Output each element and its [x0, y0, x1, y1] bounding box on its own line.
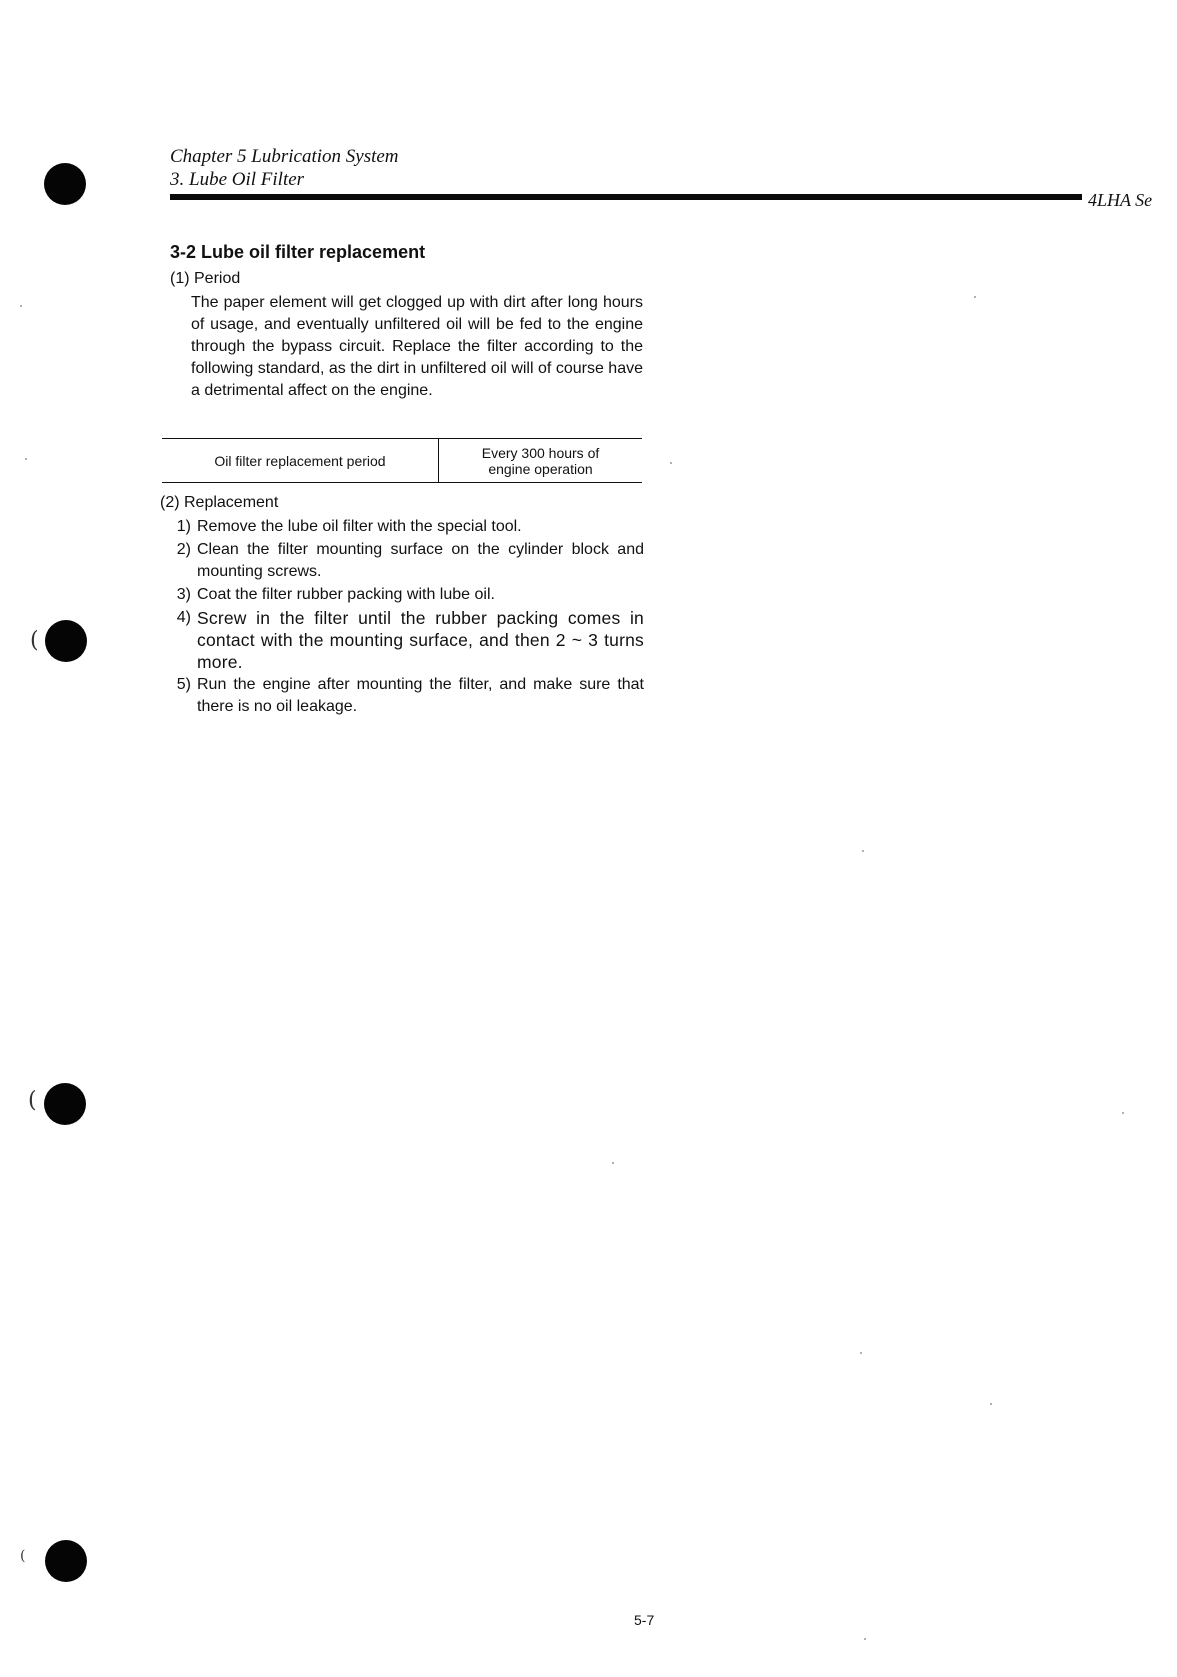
punch-mark: (	[20, 1548, 26, 1564]
step-text: Clean the filter mounting surface on the cylinder block and mounting screws.	[197, 541, 644, 580]
list-item	[169, 674, 644, 718]
step-number: 2)	[176, 541, 191, 558]
scan-speck	[612, 1162, 614, 1164]
list-item	[169, 584, 644, 606]
punch-mark: (	[28, 1088, 37, 1113]
step-text: Run the engine after mounting the filter, and make sure that there is no oil leakage.	[197, 676, 644, 715]
scan-speck	[974, 296, 976, 298]
scan-speck	[860, 1352, 862, 1354]
punch-hole-3	[44, 1083, 86, 1125]
step-number: 1)	[176, 518, 191, 535]
section-heading: 3-2 Lube oil filter replacement	[170, 242, 426, 262]
scan-speck	[990, 1403, 992, 1405]
header-series: 4LHA Se	[1088, 190, 1153, 210]
scan-speck	[25, 458, 27, 460]
page-number: 5-7	[634, 1612, 655, 1628]
header-chapter: Chapter 5 Lubrication System	[170, 146, 399, 167]
scan-speck	[862, 850, 864, 852]
step-text: Screw in the filter until the rubber packing comes in contact with the mounting surface, and then 2 ~ 3 turns more.	[197, 608, 644, 672]
punch-hole-1	[44, 163, 86, 205]
list-item	[169, 516, 644, 538]
spec-value	[439, 439, 642, 482]
scan-speck	[670, 462, 672, 464]
header-section: 3. Lube Oil Filter	[170, 169, 305, 190]
scan-speck	[20, 305, 22, 307]
header-rule	[170, 194, 1082, 200]
punch-hole-2	[45, 620, 87, 662]
list-item	[169, 607, 644, 673]
scan-speck	[864, 1638, 866, 1640]
punch-mark: (	[30, 628, 39, 653]
step-text: Coat the filter rubber packing with lube oil.	[197, 586, 495, 603]
step-number: 5)	[176, 676, 191, 693]
step-number: 4)	[176, 609, 191, 626]
list-item	[169, 539, 644, 583]
period-heading: (1) Period	[170, 270, 241, 287]
spec-table	[162, 438, 642, 483]
period-paragraph: The paper element will get clogged up with dirt after long hours of usage, and eventually unfiltered oil will be fed to the engine through the bypass circuit. Replace the filter according to the following standard, as the dirt in unfiltered oil will of course have a detrimental affect on the engine.	[191, 294, 643, 399]
punch-hole-4	[45, 1540, 87, 1582]
scan-speck	[1122, 1112, 1124, 1114]
spec-value-line2: engine operation	[488, 460, 593, 477]
spec-label: Oil filter replacement period	[162, 439, 439, 482]
spec-value-line1: Every 300 hours of	[481, 444, 600, 461]
replacement-heading: (2) Replacement	[160, 494, 279, 511]
step-number: 3)	[176, 586, 191, 603]
step-text: Remove the lube oil filter with the special tool.	[197, 518, 522, 535]
